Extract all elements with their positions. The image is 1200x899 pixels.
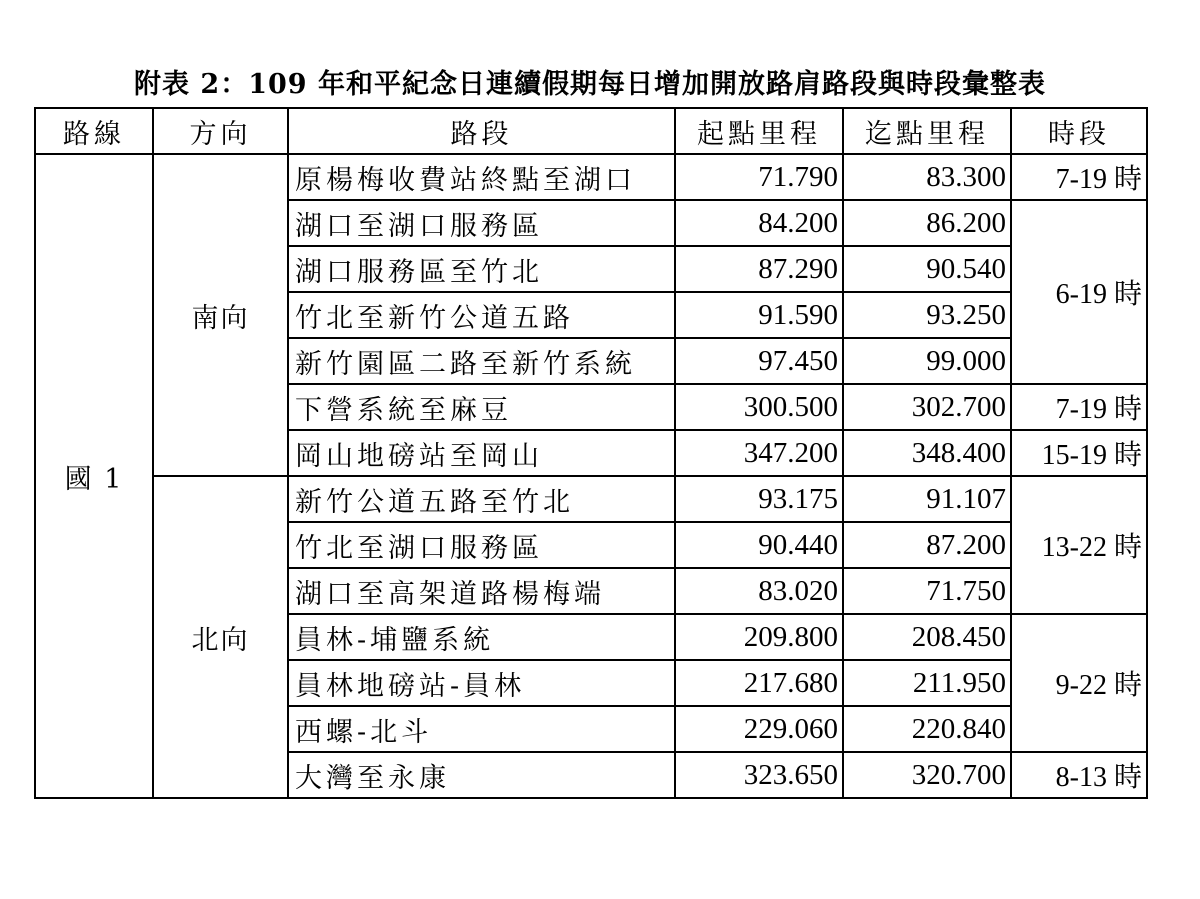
segment-cell: 西螺-北斗 [288, 706, 675, 752]
start-km-cell: 229.060 [675, 706, 843, 752]
segment-cell: 湖口至高架道路楊梅端 [288, 568, 675, 614]
segment-cell: 新竹公道五路至竹北 [288, 476, 675, 522]
segment-cell: 新竹園區二路至新竹系統 [288, 338, 675, 384]
header-row [35, 108, 1147, 154]
header-time: 時段 [1011, 108, 1147, 154]
start-km-cell: 90.440 [675, 522, 843, 568]
segment-cell: 湖口至湖口服務區 [288, 200, 675, 246]
time-cell: 13-22 時 [1011, 476, 1147, 614]
end-km-cell: 208.450 [843, 614, 1011, 660]
segment-cell: 大灣至永康 [288, 752, 675, 798]
header-route: 路線 [35, 108, 153, 154]
end-km-cell: 90.540 [843, 246, 1011, 292]
segment-cell: 下營系統至麻豆 [288, 384, 675, 430]
start-km-cell: 83.020 [675, 568, 843, 614]
end-km-cell: 320.700 [843, 752, 1011, 798]
end-km-cell: 87.200 [843, 522, 1011, 568]
start-km-cell: 209.800 [675, 614, 843, 660]
end-km-cell: 71.750 [843, 568, 1011, 614]
segment-cell: 原楊梅收費站終點至湖口 [288, 154, 675, 200]
segment-cell: 湖口服務區至竹北 [288, 246, 675, 292]
start-km-cell: 300.500 [675, 384, 843, 430]
end-km-cell: 91.107 [843, 476, 1011, 522]
end-km-cell: 302.700 [843, 384, 1011, 430]
time-cell: 6-19 時 [1011, 200, 1147, 384]
time-cell: 9-22 時 [1011, 614, 1147, 752]
segment-cell: 竹北至湖口服務區 [288, 522, 675, 568]
start-km-cell: 87.290 [675, 246, 843, 292]
segment-cell: 員林-埔鹽系統 [288, 614, 675, 660]
header-start-km: 起點里程 [675, 108, 843, 154]
segment-cell: 岡山地磅站至岡山 [288, 430, 675, 476]
table-row [35, 154, 1147, 200]
end-km-cell: 99.000 [843, 338, 1011, 384]
start-km-cell: 97.450 [675, 338, 843, 384]
table-title: 附表 2：109 年和平紀念日連續假期每日增加開放路肩路段與時段彙整表 [134, 69, 1046, 100]
time-cell: 7-19 時 [1011, 384, 1147, 430]
end-km-cell: 211.950 [843, 660, 1011, 706]
header-segment: 路段 [288, 108, 675, 154]
direction-north: 北向 [153, 476, 288, 798]
time-cell: 15-19 時 [1011, 430, 1147, 476]
start-km-cell: 347.200 [675, 430, 843, 476]
end-km-cell: 93.250 [843, 292, 1011, 338]
header-direction: 方向 [153, 108, 288, 154]
route-cell: 國 1 [35, 154, 153, 798]
start-km-cell: 84.200 [675, 200, 843, 246]
shoulder-opening-table [34, 107, 1148, 799]
end-km-cell: 86.200 [843, 200, 1011, 246]
start-km-cell: 71.790 [675, 154, 843, 200]
header-end-km: 迄點里程 [843, 108, 1011, 154]
time-cell: 8-13 時 [1011, 752, 1147, 798]
end-km-cell: 348.400 [843, 430, 1011, 476]
table-row [35, 476, 1147, 522]
end-km-cell: 83.300 [843, 154, 1011, 200]
start-km-cell: 91.590 [675, 292, 843, 338]
start-km-cell: 217.680 [675, 660, 843, 706]
time-cell: 7-19 時 [1011, 154, 1147, 200]
direction-south: 南向 [153, 154, 288, 476]
segment-cell: 員林地磅站-員林 [288, 660, 675, 706]
segment-cell: 竹北至新竹公道五路 [288, 292, 675, 338]
start-km-cell: 93.175 [675, 476, 843, 522]
end-km-cell: 220.840 [843, 706, 1011, 752]
start-km-cell: 323.650 [675, 752, 843, 798]
